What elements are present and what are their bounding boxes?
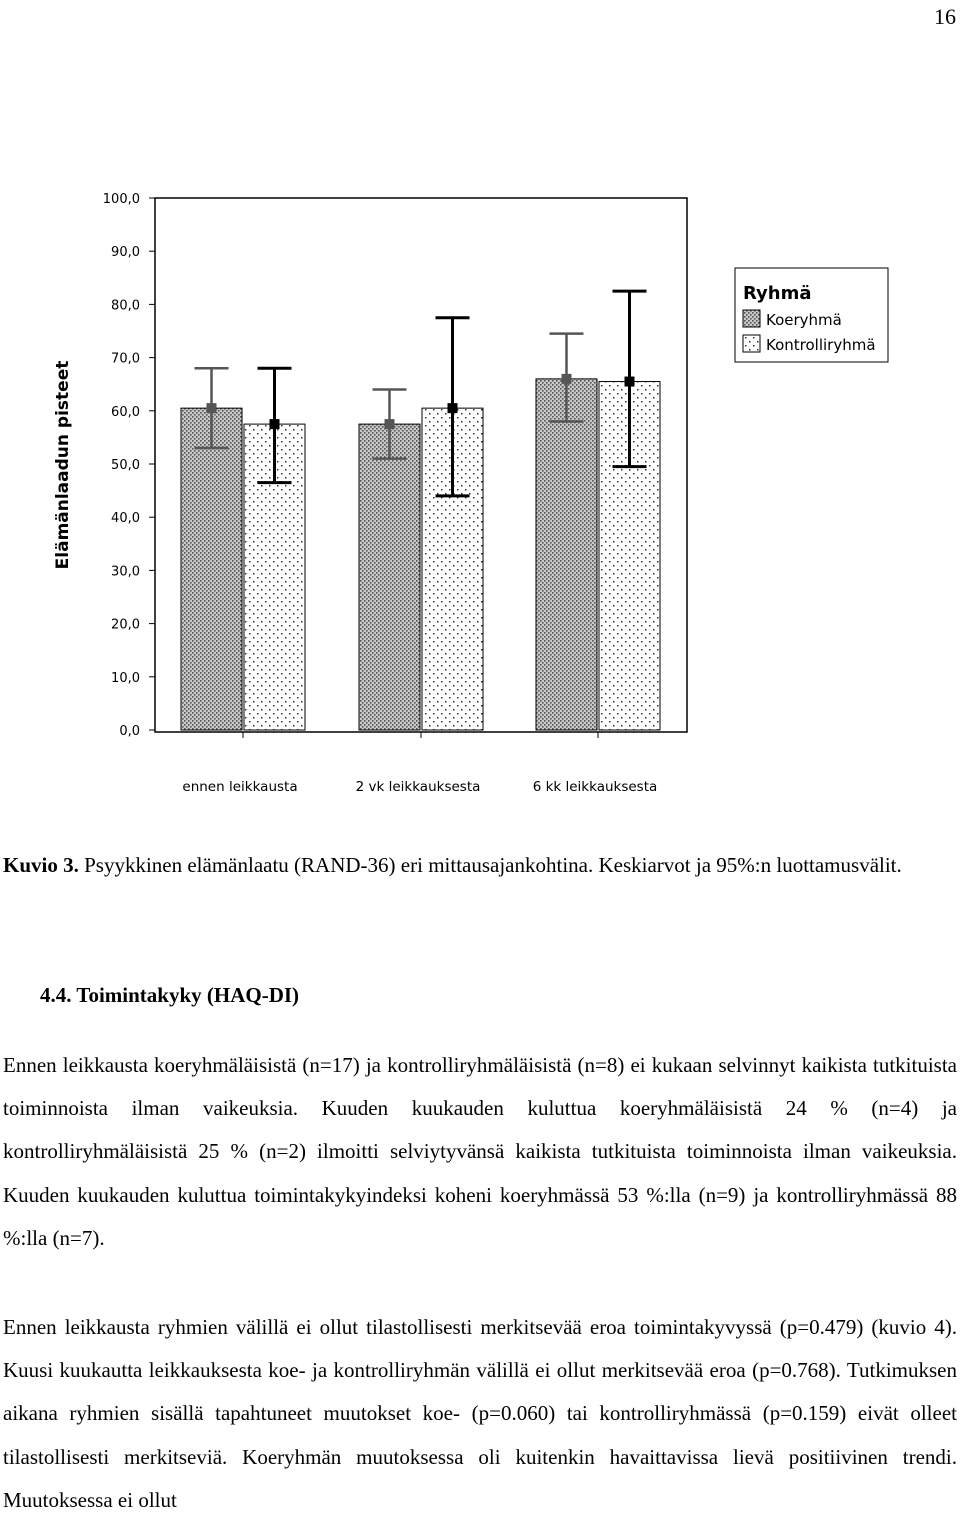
mean-marker	[270, 419, 280, 429]
mean-marker	[448, 403, 458, 413]
mean-marker	[385, 419, 395, 429]
legend-label-koeryhma: Koeryhmä	[766, 311, 842, 329]
x-tick-label: 6 kk leikkauksesta	[532, 779, 658, 795]
bar-chart	[0, 180, 960, 810]
bar	[536, 379, 597, 730]
y-tick-label: 100,0	[102, 192, 140, 207]
page-number: 16	[934, 4, 956, 29]
y-axis-label: Elämänlaadun pisteet	[53, 360, 73, 570]
mean-marker	[625, 377, 635, 387]
y-tick-label: 40,0	[111, 511, 140, 527]
y-tick-label: 10,0	[111, 670, 140, 686]
y-tick-label: 80,0	[111, 298, 140, 314]
legend-swatch-kontrolliryhma	[743, 335, 760, 352]
y-tick-label: 90,0	[111, 245, 140, 261]
y-tick-label: 50,0	[111, 458, 140, 473]
y-tick-label: 70,0	[111, 351, 140, 367]
legend	[735, 268, 888, 362]
paragraph-1: Ennen leikkausta koeryhmäläisistä (n=17) ja kontrolliryhmäläisistä (n=8) ei kukaan selvinnyt kaikista tutkituista toiminnoista ilman vaikeuksia. Kuuden kuukauden kuluttua koeryhmäläisistä 24 % (n=4) ja kontrolliryhmäläisistä 25 % (n=2) ilmoitti selviytyvänsä kaikista tutkituista toiminnoista ilman vaikeuksia. Kuuden kuukauden kuluttua toimintakykyindeksi koheni koeryhmässä 53 %:lla (n=9) ja kontrolliryhmässä 88 %:lla (n=7).	[3, 1053, 957, 1250]
legend-title: Ryhmä	[743, 283, 812, 304]
figure-caption	[3, 848, 957, 882]
legend-label-kontrolliryhma: Kontrolliryhmä	[766, 336, 876, 354]
y-tick-label: 30,0	[111, 564, 140, 580]
mean-marker	[562, 374, 572, 384]
y-tick-label: 0,0	[119, 724, 140, 739]
x-tick-label: ennen leikkausta	[182, 779, 298, 795]
paragraph-2: Ennen leikkausta ryhmien välillä ei ollut tilastollisesti merkitsevää eroa toimintakyvyssä (p=0.479) (kuvio 4). Kuusi kuukautta leikkauksesta koe- ja kontrolliryhmän välillä ei ollut merkitsevää eroa (p=0.768). Tutkimuksen aikana ryhmien sisällä tapahtuneet muutokset koe- (p=0.060) tai kontrolliryhmässä (p=0.159) eivät olleet tilastollisesti merkitseviä. Koeryhmän muutoksessa oli kuitenkin havaittavissa lievä positiivinen trendi. Muutoksessa ei ollut	[3, 1315, 957, 1512]
x-tick-label: 2 vk leikkauksesta	[355, 779, 481, 795]
section-heading: 4.4. Toimintakyky (HAQ-DI)	[40, 983, 300, 1007]
bar	[359, 424, 420, 730]
legend-swatch-koeryhma	[743, 310, 760, 327]
bar	[181, 408, 242, 730]
y-tick-label: 60,0	[111, 404, 140, 420]
y-tick-label: 20,0	[111, 617, 140, 633]
caption-text: Psyykkinen elämänlaatu (RAND-36) eri mittausajankohtina. Keskiarvot ja 95%:n luottamusvälit.	[84, 853, 902, 877]
caption-label: Kuvio 3.	[3, 853, 79, 877]
mean-marker	[207, 403, 217, 413]
